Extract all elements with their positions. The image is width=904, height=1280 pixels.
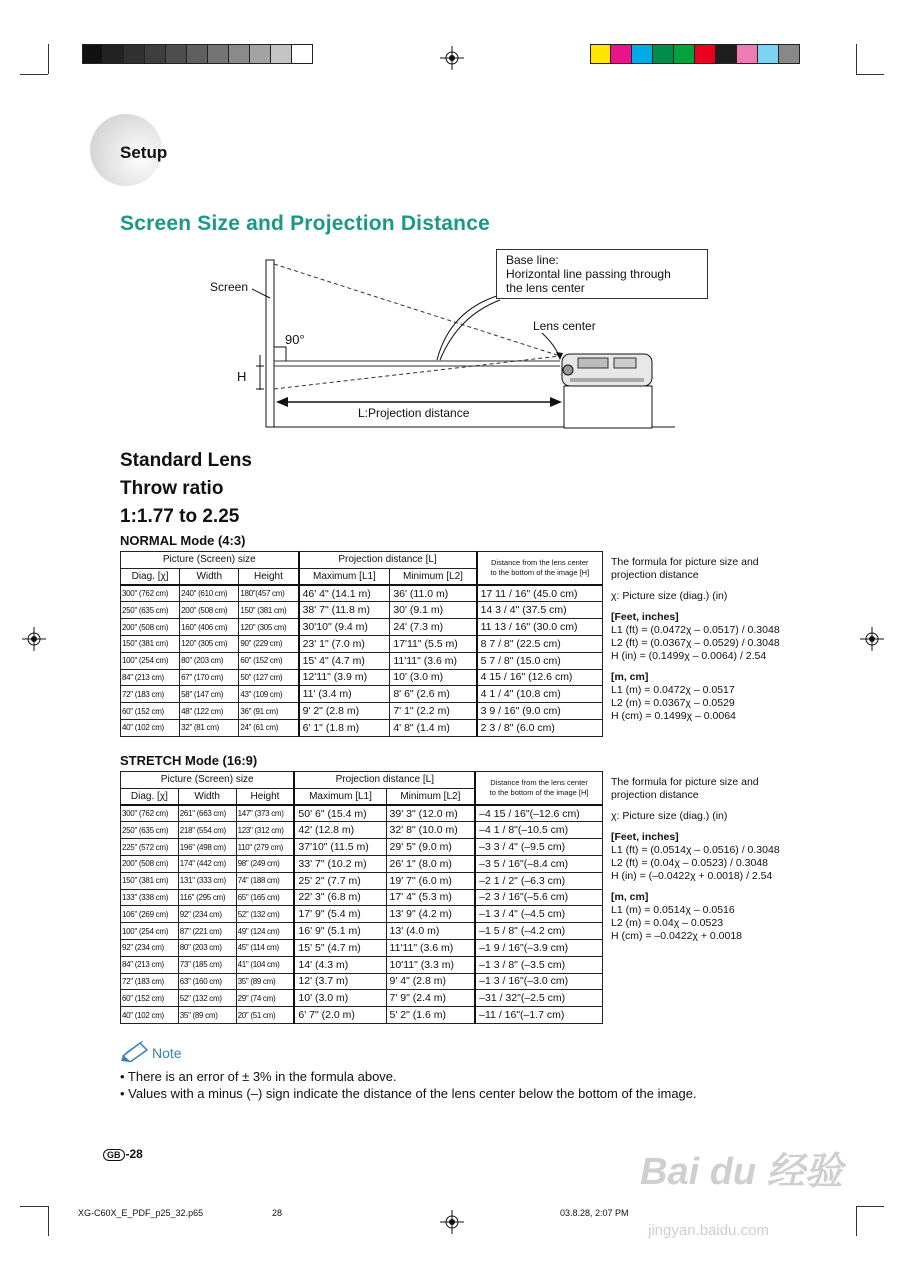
- max-distance-cell: 12'11" (3.9 m): [299, 669, 390, 686]
- min-distance-cell: 26' 1" (8.0 m): [386, 855, 475, 872]
- height-cell: 41" (104 cm): [236, 956, 294, 973]
- height-cell: 24" (61 cm): [239, 719, 299, 736]
- width-cell: 48" (122 cm): [180, 703, 239, 720]
- max-distance-cell: 9' 2" (2.8 m): [299, 703, 390, 720]
- registration-swatch: [590, 44, 611, 64]
- width-cell: 116" (295 cm): [178, 889, 236, 906]
- min-distance-cell: 7' 1" (2.2 m): [390, 703, 477, 720]
- max-distance-cell: 14' (4.3 m): [294, 956, 386, 973]
- max-distance-cell: 12' (3.7 m): [294, 973, 386, 990]
- section-label: Setup: [120, 143, 168, 162]
- min-distance-cell: 17' 4" (5.3 m): [386, 889, 475, 906]
- max-distance-cell: 38' 7" (11.8 m): [299, 602, 390, 619]
- lens-heading: Standard Lens: [120, 450, 252, 471]
- diag-cell: 106" (269 cm): [121, 906, 179, 923]
- table-row: [121, 872, 603, 889]
- diag-cell: 200" (508 cm): [121, 855, 179, 872]
- lens-offset-cell: –2 3 / 16"(–5.6 cm): [475, 889, 602, 906]
- lens-offset-cell: –1 3 / 4" (–4.5 cm): [475, 906, 602, 923]
- registration-swatch: [292, 44, 313, 64]
- table-row: [121, 923, 603, 940]
- table-row: [121, 719, 603, 736]
- formula-m-title: [m, cm]: [611, 671, 649, 683]
- lens-offset-cell: 8 7 / 8" (22.5 cm): [477, 635, 603, 652]
- footer-page: 28: [272, 1208, 283, 1218]
- registration-target-icon: [22, 627, 46, 651]
- height-cell: 90" (229 cm): [239, 635, 299, 652]
- distance-header: [475, 772, 602, 806]
- diag-cell: 300" (762 cm): [121, 585, 180, 602]
- diag-cell: 92" (234 cm): [121, 939, 179, 956]
- min-distance-cell: 10' (3.0 m): [390, 669, 477, 686]
- width-cell: 32" (81 cm): [180, 719, 239, 736]
- height-cell: 74" (188 cm): [236, 872, 294, 889]
- formula-feet-title: [Feet, inches]: [611, 611, 679, 623]
- table-row: [121, 889, 603, 906]
- formula-m-title: [m, cm]: [611, 891, 649, 903]
- lens-offset-cell: –2 1 / 2" (–6.3 cm): [475, 872, 602, 889]
- gb-badge: GB: [103, 1149, 125, 1161]
- height-cell: 43" (109 cm): [239, 686, 299, 703]
- registration-swatch: [166, 44, 187, 64]
- diag-cell: 100" (254 cm): [121, 923, 179, 940]
- min-distance-cell: 5' 2" (1.6 m): [386, 1007, 475, 1024]
- normal-mode-table: [120, 551, 603, 737]
- throw-ratio-heading: Throw ratio: [120, 478, 224, 499]
- min-distance-cell: 7' 9" (2.4 m): [386, 990, 475, 1007]
- distance-header-line: to the bottom of the image [H]: [490, 568, 590, 578]
- formula-intro: projection distance: [611, 789, 699, 801]
- lens-offset-cell: 14 3 / 4" (37.5 cm): [477, 602, 603, 619]
- max-distance-cell: 46' 4" (14.1 m): [299, 585, 390, 602]
- baidu-watermark-url: jingyan.baidu.com: [648, 1222, 769, 1239]
- table-row: [121, 585, 603, 602]
- formula-line: H (cm) = –0.0422χ + 0.0018: [611, 930, 743, 942]
- height-cell: 110" (279 cm): [236, 839, 294, 856]
- formula-line: L2 (ft) = (0.04χ – 0.0523) / 0.3048: [611, 857, 768, 869]
- width-cell: 160" (406 cm): [180, 619, 239, 636]
- formula-line: H (cm) = 0.1499χ – 0.0064: [611, 710, 736, 722]
- footer-filename: XG-C60X_E_PDF_p25_32.p65: [78, 1208, 204, 1218]
- min-header: Minimum [L2]: [386, 788, 475, 805]
- normal-mode-heading: NORMAL Mode (4:3): [120, 533, 246, 548]
- registration-swatch: [103, 44, 124, 64]
- width-cell: 58" (147 cm): [180, 686, 239, 703]
- crop-mark: [20, 74, 48, 75]
- picture-size-header: Picture (Screen) size: [121, 552, 299, 569]
- diag-cell: 40" (102 cm): [121, 719, 180, 736]
- lens-offset-cell: 5 7 / 8" (15.0 cm): [477, 652, 603, 669]
- table-row: [121, 1007, 603, 1024]
- width-cell: 261" (663 cm): [178, 805, 236, 822]
- formula-line: L1 (ft) = (0.0514χ – 0.0516) / 0.3048: [611, 844, 780, 856]
- lens-offset-cell: –4 15 / 16"(–12.6 cm): [475, 805, 602, 822]
- max-distance-cell: 33' 7" (10.2 m): [294, 855, 386, 872]
- min-distance-cell: 24' (7.3 m): [390, 619, 477, 636]
- formula-line: L2 (ft) = (0.0367χ – 0.0529) / 0.3048: [611, 637, 780, 649]
- diag-cell: 250" (635 cm): [121, 602, 180, 619]
- width-header: Width: [180, 568, 239, 585]
- width-cell: 80" (203 cm): [180, 652, 239, 669]
- callout-line: Base line:: [506, 253, 559, 267]
- crop-mark: [48, 44, 49, 74]
- lens-offset-cell: –11 / 16"(–1.7 cm): [475, 1007, 602, 1024]
- height-cell: 98" (249 cm): [236, 855, 294, 872]
- formula-line: H (in) = (–0.0422χ + 0.0018) / 2.54: [611, 870, 773, 882]
- registration-swatch: [229, 44, 250, 64]
- registration-swatch: [779, 44, 800, 64]
- diag-cell: 150" (381 cm): [121, 635, 180, 652]
- crop-mark: [20, 1206, 48, 1207]
- max-distance-cell: 37'10" (11.5 m): [294, 839, 386, 856]
- width-cell: 80" (203 cm): [178, 939, 236, 956]
- min-distance-cell: 11'11" (3.6 m): [390, 652, 477, 669]
- width-cell: 35" (89 cm): [178, 1007, 236, 1024]
- registration-swatch: [187, 44, 208, 64]
- height-header: Height: [239, 568, 299, 585]
- lens-offset-cell: 17 11 / 16" (45.0 cm): [477, 585, 603, 602]
- max-distance-cell: 6' 1" (1.8 m): [299, 719, 390, 736]
- lens-offset-cell: –3 5 / 16"(–8.4 cm): [475, 855, 602, 872]
- h-label: H: [237, 369, 247, 384]
- max-distance-cell: 15' 5" (4.7 m): [294, 939, 386, 956]
- width-cell: 196" (498 cm): [178, 839, 236, 856]
- table-row: [121, 703, 603, 720]
- lens-offset-cell: –1 9 / 16"(–3.9 cm): [475, 939, 602, 956]
- diag-header: Diag. [χ]: [121, 568, 180, 585]
- table-row: [121, 906, 603, 923]
- registration-swatch: [737, 44, 758, 64]
- table-row: [121, 619, 603, 636]
- formula-feet-title: [Feet, inches]: [611, 831, 679, 843]
- max-header: Maximum [L1]: [294, 788, 386, 805]
- max-distance-cell: 10' (3.0 m): [294, 990, 386, 1007]
- min-distance-cell: 4' 8" (1.4 m): [390, 719, 477, 736]
- max-distance-cell: 30'10" (9.4 m): [299, 619, 390, 636]
- diag-cell: 225" (572 cm): [121, 839, 179, 856]
- distance-label: L:Projection distance: [358, 406, 470, 420]
- registration-swatch: [758, 44, 779, 64]
- height-cell: 45" (114 cm): [236, 939, 294, 956]
- projection-distance-header: Projection distance [L]: [299, 552, 477, 569]
- page-number-value: -28: [125, 1147, 143, 1161]
- lens-offset-cell: –1 3 / 16"(–3.0 cm): [475, 973, 602, 990]
- width-cell: 174" (442 cm): [178, 855, 236, 872]
- registration-swatch: [145, 44, 166, 64]
- height-cell: 147" (373 cm): [236, 805, 294, 822]
- height-cell: 36" (91 cm): [239, 703, 299, 720]
- width-header: Width: [178, 788, 236, 805]
- min-distance-cell: 39' 3" (12.0 m): [386, 805, 475, 822]
- throw-ratio-value: 1:1.77 to 2.25: [120, 506, 240, 527]
- height-header: Height: [236, 788, 294, 805]
- formula-intro: The formula for picture size and: [611, 776, 759, 788]
- registration-swatch: [271, 44, 292, 64]
- min-distance-cell: 17'11" (5.5 m): [390, 635, 477, 652]
- distance-header-line: Distance from the lens center: [490, 778, 588, 788]
- diag-cell: 84" (213 cm): [121, 956, 179, 973]
- formula-intro: projection distance: [611, 569, 699, 581]
- formula-intro: The formula for picture size and: [611, 556, 759, 568]
- diag-cell: 72" (183 cm): [121, 973, 179, 990]
- table-row: [121, 939, 603, 956]
- registration-target-icon: [440, 46, 464, 70]
- height-cell: 49" (124 cm): [236, 923, 294, 940]
- min-distance-cell: 9' 4" (2.8 m): [386, 973, 475, 990]
- distance-header-line: to the bottom of the image [H]: [489, 788, 589, 798]
- table-row: [121, 686, 603, 703]
- lens-offset-cell: 4 15 / 16" (12.6 cm): [477, 669, 603, 686]
- width-cell: 120" (305 cm): [180, 635, 239, 652]
- registration-swatch: [695, 44, 716, 64]
- table-row: [121, 990, 603, 1007]
- max-distance-cell: 6' 7" (2.0 m): [294, 1007, 386, 1024]
- lens-offset-cell: –1 5 / 8" (–4.2 cm): [475, 923, 602, 940]
- formula-chi: χ: Picture size (diag.) (in): [611, 590, 728, 602]
- lens-offset-cell: –3 3 / 4" (–9.5 cm): [475, 839, 602, 856]
- crop-mark: [856, 44, 857, 74]
- height-cell: 50" (127 cm): [239, 669, 299, 686]
- diag-cell: 72" (183 cm): [121, 686, 180, 703]
- stretch-mode-heading: STRETCH Mode (16:9): [120, 753, 258, 768]
- height-cell: 65" (165 cm): [236, 889, 294, 906]
- base-line-callout: [496, 249, 708, 299]
- width-cell: 218" (554 cm): [178, 822, 236, 839]
- screen-label: Screen: [210, 280, 249, 294]
- note-bullet: • There is an error of ± 3% in the formula above.: [120, 1069, 397, 1084]
- formula-line: L1 (m) = 0.0472χ – 0.0517: [611, 684, 735, 696]
- crop-mark: [856, 1206, 857, 1236]
- normal-formula-block: [611, 556, 811, 723]
- note-bullet: • Values with a minus (–) sign indicate the distance of the lens center below the bottom of the image.: [120, 1086, 697, 1101]
- diag-cell: 300" (762 cm): [121, 805, 179, 822]
- registration-swatch: [82, 44, 103, 64]
- lens-offset-cell: 11 13 / 16" (30.0 cm): [477, 619, 603, 636]
- width-cell: 87" (221 cm): [178, 923, 236, 940]
- formula-chi: χ: Picture size (diag.) (in): [611, 810, 728, 822]
- stretch-formula-block: [611, 776, 811, 943]
- max-distance-cell: 22' 3" (6.8 m): [294, 889, 386, 906]
- min-distance-cell: 13' (4.0 m): [386, 923, 475, 940]
- min-distance-cell: 30' (9.1 m): [390, 602, 477, 619]
- picture-size-header: Picture (Screen) size: [121, 772, 295, 789]
- lens-offset-cell: 4 1 / 4" (10.8 cm): [477, 686, 603, 703]
- width-cell: 131" (333 cm): [178, 872, 236, 889]
- table-row: [121, 669, 603, 686]
- callout-line: Horizontal line passing through: [506, 267, 671, 281]
- diag-cell: 150" (381 cm): [121, 872, 179, 889]
- registration-swatch: [674, 44, 695, 64]
- diag-cell: 40" (102 cm): [121, 1007, 179, 1024]
- max-distance-cell: 17' 9" (5.4 m): [294, 906, 386, 923]
- diag-cell: 84" (213 cm): [121, 669, 180, 686]
- table-row: [121, 602, 603, 619]
- diag-cell: 133" (338 cm): [121, 889, 179, 906]
- page-number: [103, 1147, 143, 1161]
- formula-line: L2 (m) = 0.0367χ – 0.0529: [611, 697, 735, 709]
- table-row: [121, 652, 603, 669]
- height-cell: 20" (51 cm): [236, 1007, 294, 1024]
- color-registration-bar: [590, 44, 800, 64]
- width-cell: 92" (234 cm): [178, 906, 236, 923]
- note-pencil-icon: [120, 1040, 152, 1062]
- lens-center-label: Lens center: [533, 319, 596, 333]
- angle-label: 90°: [285, 332, 305, 347]
- height-cell: 35" (89 cm): [236, 973, 294, 990]
- formula-line: H (in) = (0.1499χ – 0.0064) / 2.54: [611, 650, 767, 662]
- max-distance-cell: 50' 6" (15.4 m): [294, 805, 386, 822]
- height-cell: 29" (74 cm): [236, 990, 294, 1007]
- max-distance-cell: 16' 9" (5.1 m): [294, 923, 386, 940]
- table-row: [121, 855, 603, 872]
- lens-offset-cell: –1 3 / 8" (–3.5 cm): [475, 956, 602, 973]
- max-distance-cell: 23' 1" (7.0 m): [299, 635, 390, 652]
- min-header: Minimum [L2]: [390, 568, 477, 585]
- registration-swatch: [611, 44, 632, 64]
- min-distance-cell: 11'11" (3.6 m): [386, 939, 475, 956]
- min-distance-cell: 36' (11.0 m): [390, 585, 477, 602]
- distance-header: [477, 552, 603, 586]
- min-distance-cell: 32' 8" (10.0 m): [386, 822, 475, 839]
- max-header: Maximum [L1]: [299, 568, 390, 585]
- registration-swatch: [124, 44, 145, 64]
- height-cell: 60" (152 cm): [239, 652, 299, 669]
- height-cell: 180"(457 cm): [239, 585, 299, 602]
- diag-cell: 60" (152 cm): [121, 990, 179, 1007]
- registration-swatch: [632, 44, 653, 64]
- lens-offset-cell: 3 9 / 16" (9.0 cm): [477, 703, 603, 720]
- stretch-mode-table: [120, 771, 603, 1024]
- registration-target-icon: [860, 627, 884, 651]
- formula-line: L1 (m) = 0.0514χ – 0.0516: [611, 904, 735, 916]
- formula-line: L2 (m) = 0.04χ – 0.0523: [611, 917, 724, 929]
- crop-mark: [856, 74, 884, 75]
- diag-header: Diag. [χ]: [121, 788, 179, 805]
- table-row: [121, 635, 603, 652]
- distance-header-line: Distance from the lens center: [491, 558, 589, 568]
- registration-swatch: [208, 44, 229, 64]
- registration-swatch: [250, 44, 271, 64]
- lens-offset-cell: –4 1 / 8"(–10.5 cm): [475, 822, 602, 839]
- min-distance-cell: 29' 5" (9.0 m): [386, 839, 475, 856]
- height-cell: 150" (381 cm): [239, 602, 299, 619]
- registration-swatch: [716, 44, 737, 64]
- max-distance-cell: 42' (12.8 m): [294, 822, 386, 839]
- min-distance-cell: 10'11" (3.3 m): [386, 956, 475, 973]
- table-row: [121, 956, 603, 973]
- height-cell: 120" (305 cm): [239, 619, 299, 636]
- table-row: [121, 805, 603, 822]
- table-row: [121, 822, 603, 839]
- table-row: [121, 973, 603, 990]
- min-distance-cell: 19' 7" (6.0 m): [386, 872, 475, 889]
- formula-line: L1 (ft) = (0.0472χ – 0.0517) / 0.3048: [611, 624, 780, 636]
- crop-mark: [856, 1206, 884, 1207]
- note-label: Note: [152, 1045, 182, 1061]
- max-distance-cell: 11' (3.4 m): [299, 686, 390, 703]
- registration-target-icon: [440, 1210, 464, 1234]
- height-cell: 123" (312 cm): [236, 822, 294, 839]
- width-cell: 63" (160 cm): [178, 973, 236, 990]
- baidu-watermark: Bai du 经验: [640, 1151, 843, 1193]
- max-distance-cell: 25' 2" (7.7 m): [294, 872, 386, 889]
- max-distance-cell: 15' 4" (4.7 m): [299, 652, 390, 669]
- width-cell: 73" (185 cm): [178, 956, 236, 973]
- width-cell: 67" (170 cm): [180, 669, 239, 686]
- footer-date: 03.8.28, 2:07 PM: [560, 1208, 629, 1218]
- projection-distance-header: Projection distance [L]: [294, 772, 475, 789]
- diag-cell: 100" (254 cm): [121, 652, 180, 669]
- lens-offset-cell: 2 3 / 8" (6.0 cm): [477, 719, 603, 736]
- height-cell: 52" (132 cm): [236, 906, 294, 923]
- diag-cell: 60" (152 cm): [121, 703, 180, 720]
- page-title: Screen Size and Projection Distance: [120, 212, 490, 235]
- diag-cell: 250" (635 cm): [121, 822, 179, 839]
- lens-offset-cell: –31 / 32"(–2.5 cm): [475, 990, 602, 1007]
- width-cell: 200" (508 cm): [180, 602, 239, 619]
- diag-cell: 200" (508 cm): [121, 619, 180, 636]
- gray-registration-bar: [82, 44, 313, 64]
- table-row: [121, 839, 603, 856]
- min-distance-cell: 8' 6" (2.6 m): [390, 686, 477, 703]
- crop-mark: [48, 1206, 49, 1236]
- min-distance-cell: 13' 9" (4.2 m): [386, 906, 475, 923]
- width-cell: 52" (132 cm): [178, 990, 236, 1007]
- callout-line: the lens center: [506, 281, 585, 295]
- registration-swatch: [653, 44, 674, 64]
- width-cell: 240" (610 cm): [180, 585, 239, 602]
